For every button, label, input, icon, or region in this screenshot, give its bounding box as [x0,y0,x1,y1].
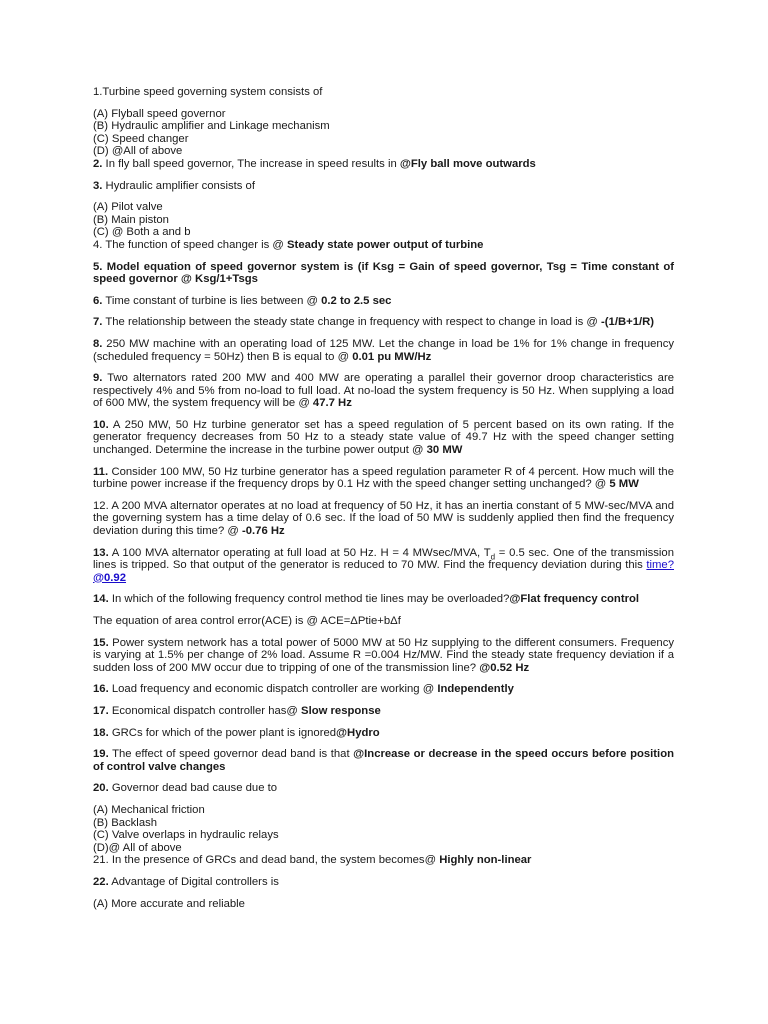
question-text: A 100 MVA alternator operating at full load at 50 Hz. H = 4 MWsec/MVA, T [108,546,491,559]
option-c: (C) Speed changer [93,132,189,145]
question-text: In fly ball speed governor, The increase in speed results in [102,157,400,170]
question-7 [93,316,674,329]
question-16 [93,683,674,696]
option-b: (B) Hydraulic amplifier and Linkage mechanism [93,120,330,133]
question-text: Load frequency and economic dispatch controller are working @ [108,683,438,696]
document-page [93,86,674,910]
question-4 [93,239,674,252]
question-22-options [93,898,674,911]
question-1-options [93,108,674,158]
option-b: (B) Backlash [93,816,158,829]
ace-equation [93,615,674,628]
question-text: In which of the following frequency control method tie lines may be overloaded? [108,593,510,606]
question-text-cont: = 0.5 sec. One of the transmission lines is tripped. So that output of the generator is reduced to 70 MW. Find the frequency deviation during this [93,546,674,572]
question-18 [93,727,674,740]
question-number: 19. [93,748,109,761]
answer: 0.2 to 2.5 sec [321,294,392,307]
question-17 [93,705,674,718]
option-a: (A) Flyball speed governor [93,107,226,120]
question-text: Economical dispatch controller has@ [108,704,302,717]
question-text: The effect of speed governor dead band is that [108,748,354,761]
question-text: Consider 100 MW, 50 Hz turbine generator has a speed regulation parameter R of 4 percent. How much will the turbine power increase if the frequency drops by 0.1 Hz with the speed changer setting unchanged? @ [93,465,674,491]
question-12 [93,500,674,538]
question-6 [93,295,674,308]
question-14 [93,593,674,606]
answer: -0.76 Hz [242,525,285,538]
question-number: 8. [93,337,103,350]
question-text: Power system network has a total power of 5000 MW at 50 Hz supplying to the different consumers. Frequency is varying at 1.5% per change of 2% load. Assume R =0.004 Hz/MW. Find the steady state frequency deviation if a sudden loss of 200 MW occur due to tripping of one of the transmission line? [93,636,674,674]
question-number: 22. [93,875,109,888]
question-22 [93,876,674,889]
question-text: GRCs for which of the power plant is ignored [108,726,337,739]
question-number: 16. [93,683,109,696]
question-11 [93,466,674,491]
option-a: (A) Pilot valve [93,201,163,214]
question-15 [93,637,674,675]
question-text: Advantage of Digital controllers is [108,875,279,888]
answer: 0.01 pu MW/Hz [352,350,432,363]
option-c: (C) Valve overlaps in hydraulic relays [93,829,279,842]
question-text: Governor dead bad cause due to [108,782,278,795]
answer: @Hydro [336,726,380,739]
question-5 [93,261,674,286]
answer: @0.92 [93,571,127,584]
answer: @Increase or decrease in the speed occurs before position of control valve changes [93,748,674,773]
question-text: A 250 MW, 50 Hz turbine generator set has a speed regulation of 5 percent based on its own rating. If the generator frequency decreases from 50 Hz to a steady state value of 49.7 Hz with the speed changer setting unchanged. Determine the increase in the turbine power output @ [93,418,674,457]
answer: Slow response [301,704,381,717]
question-1 [93,86,674,99]
answer: @Fly ball move outwards [399,157,536,170]
question-20-options [93,804,674,854]
answer: Highly non-linear [439,854,532,867]
option-d: (D)@ All of above [93,841,182,854]
question-3-options [93,201,674,239]
question-number: 10. [93,418,109,431]
question-number: 18. [93,726,109,739]
answer: @0.52 Hz [479,661,530,674]
answer: 47.7 Hz [312,397,352,410]
question-8 [93,338,674,363]
question-number: 14. [93,593,109,606]
question-number: 15. [93,636,109,649]
question-2 [93,158,674,171]
question-text: The equation of area control error(ACE) is @ ACE=ΔPtie+bΔf [93,615,401,627]
answer: Independently [437,683,514,696]
question-13 [93,547,674,585]
question-text: Hydraulic amplifier consists of [102,179,255,192]
question-number: 2. [93,157,103,170]
option-a: (A) More accurate and reliable [93,897,245,910]
question-9 [93,372,674,410]
answer: -(1/B+1/R) [601,316,655,329]
question-number: 6. [93,294,103,307]
question-number: 11. [93,465,109,478]
option-a: (A) Mechanical friction [93,803,205,816]
answer: Steady state power output of turbine [287,238,484,251]
question-3 [93,180,674,193]
answer: 5 MW [609,478,639,491]
question-text: The relationship between the steady state change in frequency with respect to change in load is @ [102,316,602,329]
question-20 [93,782,674,795]
option-c: (C) @ Both a and b [93,226,191,239]
question-number: 17. [93,704,109,717]
answer: @Flat frequency control [509,593,640,606]
option-d: (D) @All of above [93,145,183,158]
question-text: Time constant of turbine is lies between @ [102,294,322,307]
question-number: 3. [93,179,103,192]
question-19 [93,748,674,773]
question-number: 7. [93,316,103,329]
subscript: d [490,551,496,561]
question-text: 250 MW machine with an operating load of 125 MW. Let the change in load be 1% for 1% change in frequency (scheduled frequency = 50Hz) then B is equal to @ [93,337,674,363]
question-10 [93,419,674,457]
question-21 [93,854,674,867]
question-text: 21. In the presence of GRCs and dead band, the system becomes@ [93,854,440,867]
question-number: 13. [93,546,109,559]
question-text: Two alternators rated 200 MW and 400 MW are operating a parallel their governor droop characteristics are respectively 4% and 5% from no-load to full load. At no-load the system frequency is 50 Hz. When supplying a load of 600 MW, the system frequency will be @ [93,372,674,410]
question-number: 20. [93,782,109,795]
question-text: 1.Turbine speed governing system consists of [93,86,323,98]
question-number: 9. [93,372,103,385]
question-text: 5. Model equation of speed governor system is (if Ksg = Gain of speed governor, Tsg = Time constant of speed governor @ Ksg/1+Tsgs [93,260,674,286]
question-text: 12. A 200 MVA alternator operates at no load at frequency of 50 Hz, it has an inertia constant of 5 MW-sec/MVA and the governing system has a time delay of 0.6 sec. If the load of 50 MW is suddenly applied then find the frequency deviation during this time? @ [93,499,674,538]
link-text: time? [646,559,674,572]
question-text: 4. The function of speed changer is @ [93,238,288,251]
option-b: (B) Main piston [93,213,169,226]
answer: 30 MW [426,444,463,457]
